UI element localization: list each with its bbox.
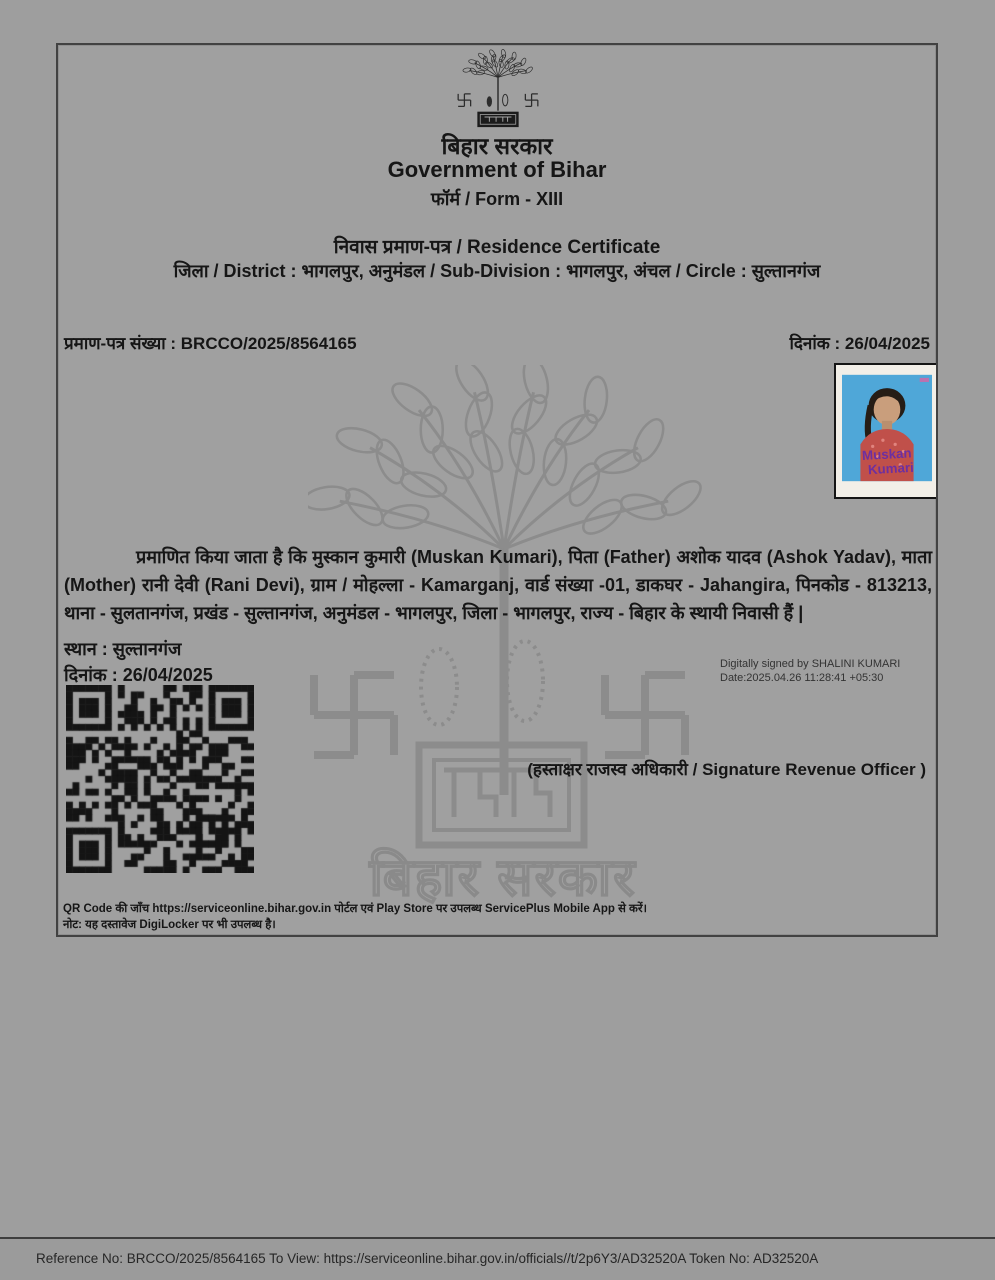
certificate-title: निवास प्रमाण-पत्र / Residence Certificate: [333, 237, 661, 258]
certificate-number: प्रमाण-पत्र संख्या : BRCCO/2025/8564165: [64, 334, 357, 353]
certificate-sheet: [56, 43, 938, 937]
footer-bar: [0, 1237, 995, 1280]
footer-reference-line: Reference No: BRCCO/2025/8564165 To View: https://serviceonline.bihar.gov.in/officials//t/2p6Y3/AD32520A Token No: AD32520A: [36, 1251, 819, 1266]
applicant-photo-frame: [834, 363, 938, 499]
form-number: फॉर्म / Form - XIII: [430, 189, 564, 209]
digital-signature-block: [720, 657, 900, 685]
signature-caption: (हस्ताक्षर राजस्व अधिकारी / Signature Revenue Officer ): [527, 760, 926, 779]
digilocker-note: नोट: यह दस्तावेज DigiLocker पर भी उपलब्ध है।: [63, 919, 276, 931]
org-name-english: Government of Bihar: [387, 157, 607, 182]
digital-signature-line1: Digitally signed by SHALINI KUMARI: [720, 658, 901, 670]
meta-row: [64, 331, 930, 354]
photo-caption-line2: Kumari: [867, 459, 915, 478]
qr-note: QR Code की जाँच https://serviceonline.bihar.gov.in पोर्टल एवं Play Store पर उपलब्ध ServicePlus Mobile App से करें।: [63, 903, 647, 915]
digital-signature-line2: Date:2025.04.26 11:28:41 +05:30: [720, 672, 884, 684]
applicant-photo: [842, 370, 932, 486]
org-name-hindi: बिहार सरकार: [441, 133, 553, 159]
photo-matte: [836, 365, 938, 497]
certify-paragraph: प्रमाणित किया जाता है कि मुस्कान कुमारी (Muskan Kumari), पिता (Father) अशोक यादव (Ashok Yadav), माता (Mother) रानी देवी (Rani Devi), ग्राम / मोहल्ला - Kamarganj, वार्ड संख्या -01, डाकघर - Jahangira, पिनकोड - 813213, थाना - सुलतानगंज, प्रखंड - सुल्तानगंज, अनुमंडल - भागलपुर, जिला - भागलपुर, राज्य - बिहार के स्थायी निवासी हैं |: [64, 547, 932, 623]
region-line: जिला / District : भागलपुर, अनुमंडल / Sub-Division : भागलपुर, अंचल / Circle : सुल्तानगंज: [173, 261, 821, 281]
place-line: स्थान : सुल्तानगंज: [64, 639, 182, 659]
watermark-text: बिहार सरकार: [369, 849, 637, 907]
date-line: दिनांक : 26/04/2025: [64, 665, 213, 685]
qr-code: [66, 685, 254, 873]
bihar-emblem-watermark-icon: [308, 365, 768, 935]
photo-caption-line1: Muskan: [861, 445, 912, 463]
notes-block: [63, 901, 647, 933]
bihar-government-emblem-icon: [450, 48, 546, 130]
issue-date: दिनांक : 26/04/2025: [789, 334, 930, 353]
